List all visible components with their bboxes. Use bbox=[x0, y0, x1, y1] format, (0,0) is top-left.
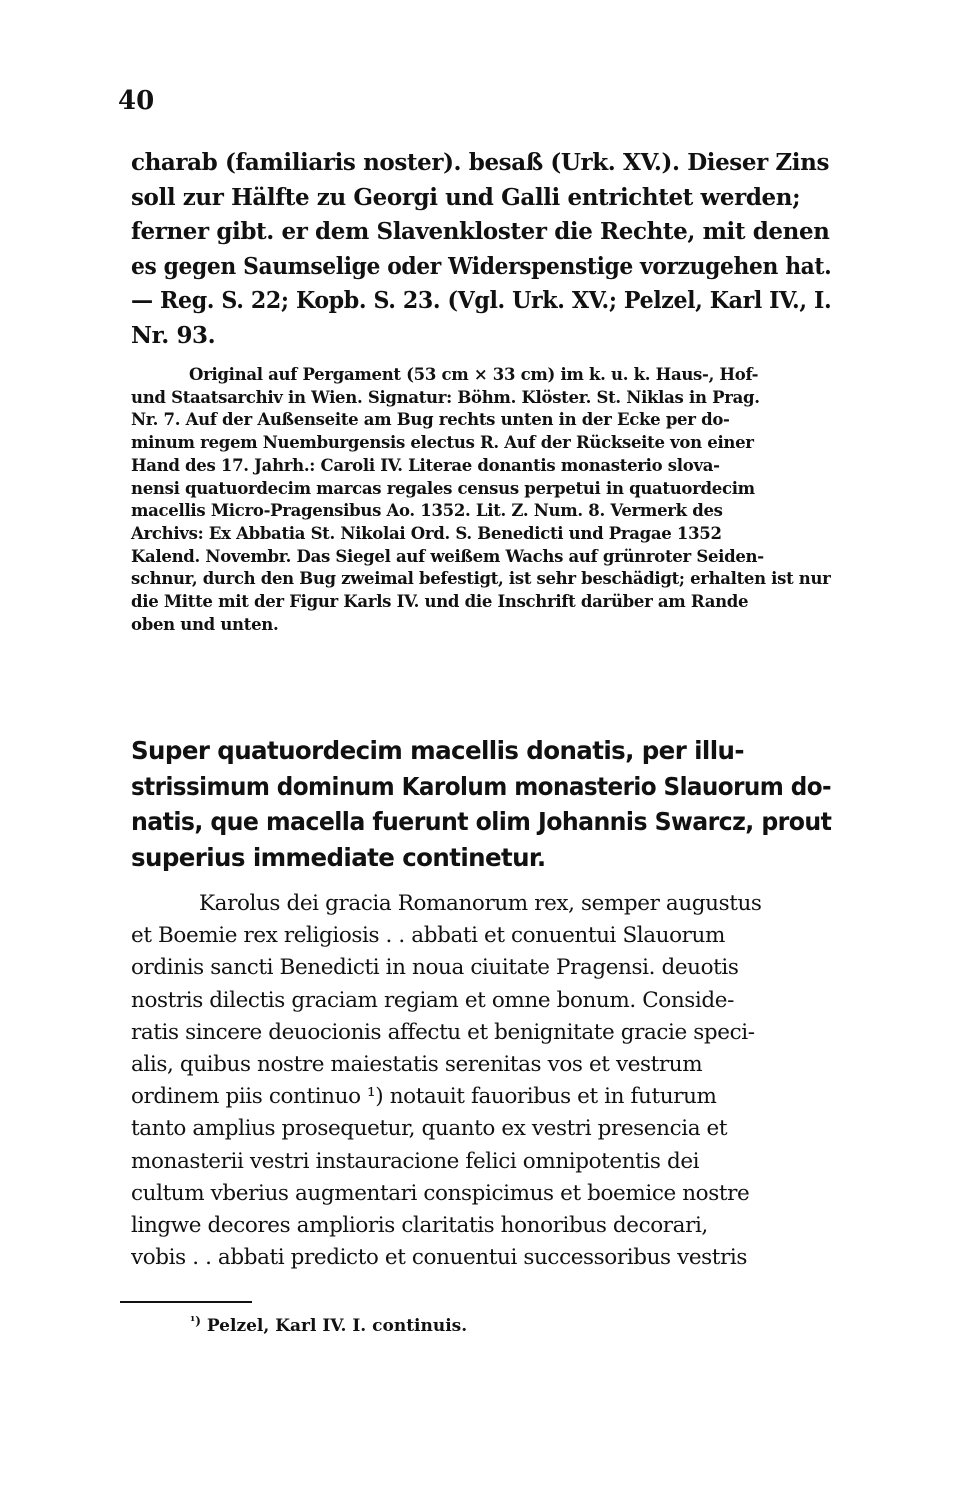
intro-paragraph bbox=[131, 146, 831, 353]
body-line: tanto amplius prosequetur, quanto ex vestri presencia et bbox=[131, 1116, 728, 1142]
document-heading bbox=[131, 733, 831, 875]
note-line: Original auf Pergament (53 cm × 33 cm) im k. u. k. Haus-, Hof- bbox=[189, 365, 759, 384]
footnote bbox=[190, 1308, 467, 1339]
page-number: 40 bbox=[118, 86, 155, 116]
footnote-divider bbox=[120, 1301, 252, 1303]
note-line: Archivs: Ex Abbatia St. Nikolai Ord. S. Benedicti und Pragae 1352 bbox=[131, 523, 722, 543]
note-line: oben und unten. bbox=[131, 614, 279, 634]
body-line: monasterii vestri instauracione felici omnipotentis dei bbox=[131, 1148, 700, 1174]
footnote-text: Pelzel, Karl IV. I. continuis. bbox=[206, 1316, 468, 1336]
note-line: Kalend. Novembr. Das Siegel auf weißem Wachs auf grünroter Seiden- bbox=[131, 546, 764, 566]
body-line: Karolus dei gracia Romanorum rex, semper augustus bbox=[199, 891, 762, 916]
note-line: schnur, durch den Bug zweimal befestigt, ist sehr beschädigt; erhalten ist nur bbox=[131, 569, 831, 589]
heading-line: superius immediate continetur. bbox=[131, 842, 546, 872]
text-line: charab (familiaris noster). besaß (Urk. XV.). Dieser Zins bbox=[131, 149, 830, 176]
text-line: soll zur Hälfte zu Georgi und Galli entrichtet werden; bbox=[131, 183, 801, 211]
note-line: die Mitte mit der Figur Karls IV. und die Inschrift darüber am Rande bbox=[131, 592, 749, 612]
body-line: nostris dilectis graciam regiam et omne bonum. Conside- bbox=[131, 987, 734, 1013]
body-line: ordinem piis continuo ¹) notauit fauoribus et in futurum bbox=[131, 1084, 717, 1110]
body-line: et Boemie rex religiosis . . abbati et conuentui Slauorum bbox=[131, 923, 725, 949]
note-line: macellis Micro-Pragensibus Ao. 1352. Lit. Z. Num. 8. Vermerk des bbox=[131, 501, 723, 521]
archival-note bbox=[131, 364, 831, 636]
footnote-marker: ¹) bbox=[190, 1314, 201, 1328]
body-line: ratis sincere deuocionis affectu et benignitate gracie speci- bbox=[131, 1019, 755, 1045]
body-line: vobis . . abbati predicto et conuentui successoribus vestris bbox=[131, 1245, 748, 1271]
text-line: — Reg. S. 22; Kopb. S. 23. (Vgl. Urk. XV.; Pelzel, Karl IV., I. bbox=[131, 287, 832, 314]
note-line: nensi quatuordecim marcas regales census perpetui in quatuordecim bbox=[131, 478, 755, 498]
body-line: cultum vberius augmentari conspicimus et boemice nostre bbox=[131, 1180, 750, 1206]
charter-text bbox=[131, 888, 831, 1274]
heading-line: natis, que macella fuerunt olim Johannis Swarcz, prout bbox=[131, 807, 832, 836]
text-line: ferner gibt. er dem Slavenkloster die Rechte, mit denen bbox=[131, 218, 830, 245]
note-line: Hand des 17. Jahrh.: Caroli IV. Literae donantis monasterio slova- bbox=[131, 455, 720, 475]
body-line: alis, quibus nostre maiestatis serenitas vos et vestrum bbox=[131, 1052, 703, 1078]
note-line: und Staatsarchiv in Wien. Signatur: Böhm. Klöster. St. Niklas in Prag. bbox=[131, 387, 760, 407]
text-line: Nr. 93. bbox=[131, 321, 216, 349]
body-line: ordinis sancti Benedicti in noua ciuitate Pragensi. deuotis bbox=[131, 955, 739, 981]
heading-line: Super quatuordecim macellis donatis, per illu- bbox=[131, 736, 744, 765]
heading-line: strissimum dominum Karolum monasterio Slauorum do- bbox=[131, 771, 831, 801]
note-line: minum regem Nuemburgensis electus R. Auf der Rückseite von einer bbox=[131, 433, 754, 453]
text-line: es gegen Saumselige oder Widerspenstige vorzugehen hat. bbox=[131, 252, 832, 280]
note-line: Nr. 7. Auf der Außenseite am Bug rechts unten in der Ecke per do- bbox=[131, 410, 730, 430]
body-line: lingwe decores amplioris claritatis honoribus decorari, bbox=[131, 1213, 708, 1239]
